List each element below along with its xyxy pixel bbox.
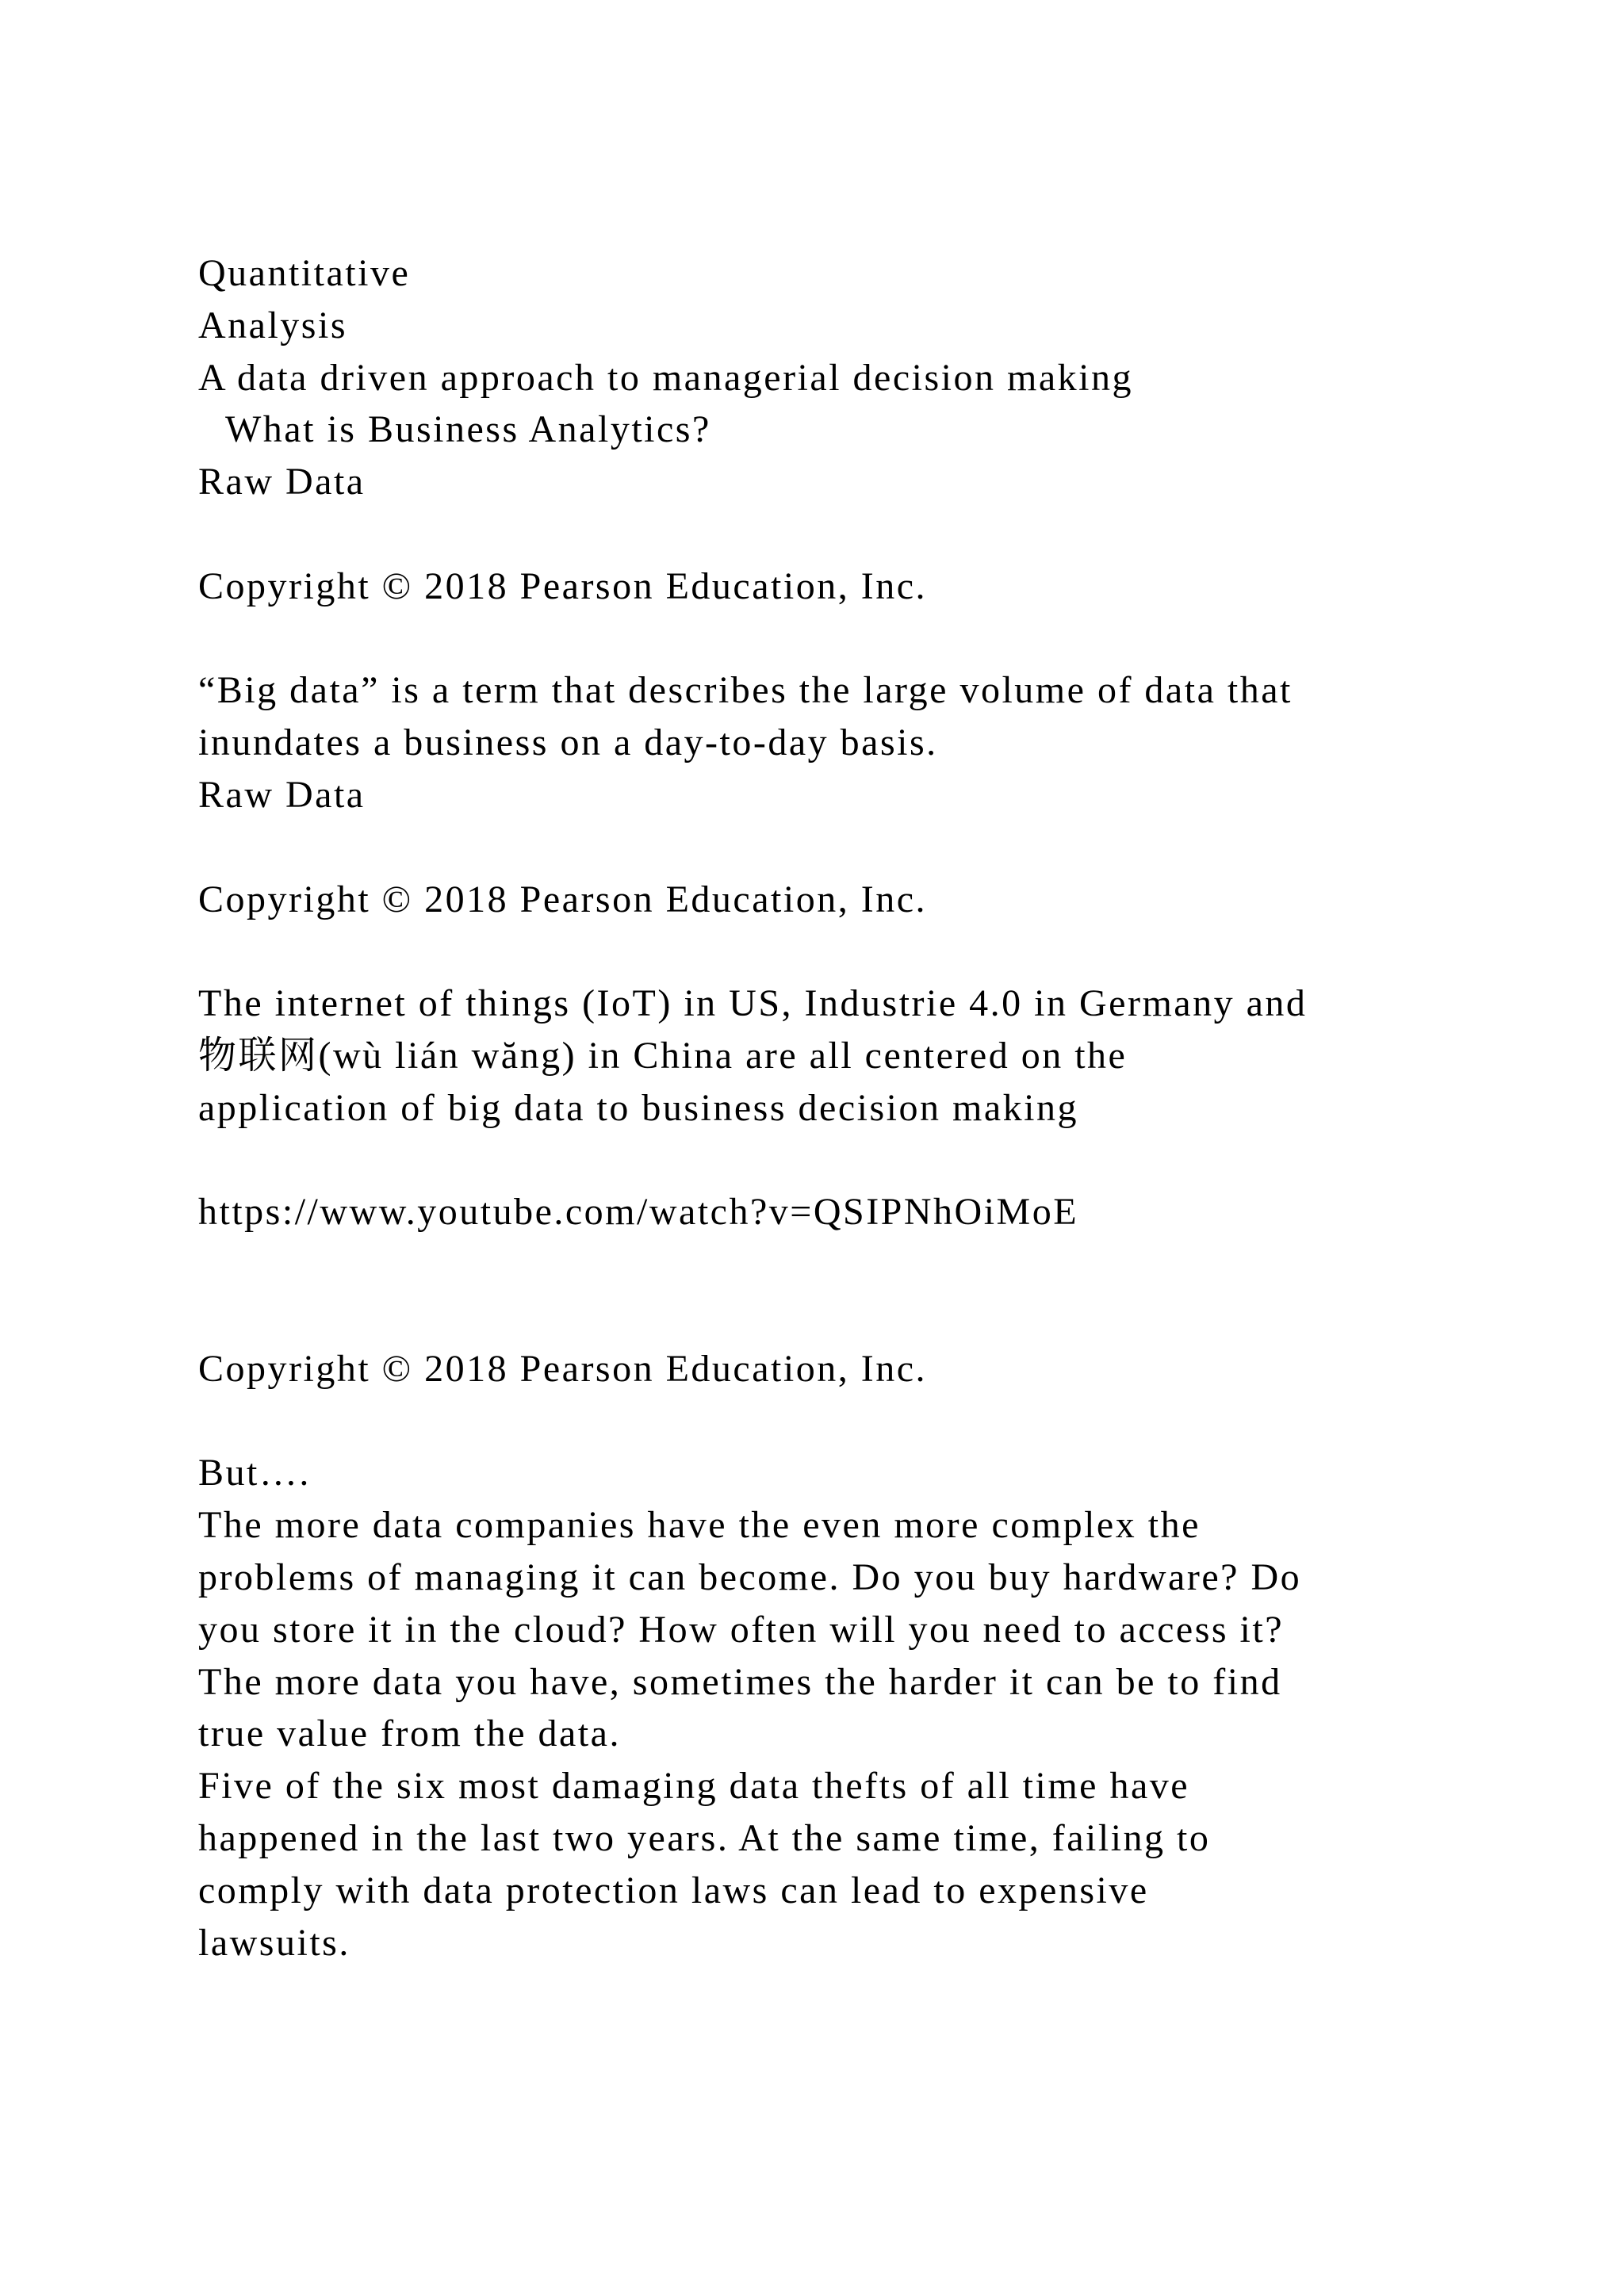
spacer (198, 613, 1546, 665)
spacer (198, 925, 1546, 978)
paragraph-1-line: The more data companies have the even more complex the (198, 1504, 1201, 1547)
paragraph-2-line: happened in the last two years. At the same time, failing to (198, 1816, 1211, 1859)
paragraph-2-line: Five of the six most damaging data thefts of all time have (198, 1765, 1190, 1808)
big-data-line-1: “Big data” is a term that describes the large volume of data that (198, 669, 1293, 712)
section-label-raw-data-2: Raw Data (198, 773, 366, 816)
iot-line-1: The internet of things (IoT) in US, Industrie 4.0 in Germany and (198, 982, 1308, 1025)
copyright-notice-2: Copyright © 2018 Pearson Education, Inc. (198, 878, 927, 920)
video-url-line (198, 1186, 1546, 1238)
video-link[interactable]: https://www.youtube.com/watch?v=QSIPNhOiMoE (198, 1191, 1079, 1234)
paragraph-1-line: The more data you have, sometimes the harder it can be to find (198, 1660, 1282, 1703)
big-data-line-2: inundates a business on a day-to-day basis. (198, 721, 938, 764)
spacer (198, 1238, 1546, 1291)
paragraph-2-line: lawsuits. (198, 1921, 350, 1964)
title-line-1: Quantitative (198, 252, 411, 294)
paragraph-1-line: you store it in the cloud? How often will you need to access it? (198, 1608, 1285, 1651)
document-body (198, 247, 1546, 1969)
iot-line-2-text: (wù lián wăng) in China are all centered on the (318, 1034, 1128, 1077)
spacer (198, 821, 1546, 874)
but-heading: But…. (198, 1452, 311, 1494)
spacer (198, 1395, 1546, 1448)
chinese-term: 物联网 (198, 1032, 319, 1077)
spacer (198, 508, 1546, 561)
heading-business-analytics: What is Business Analytics? (225, 408, 711, 451)
iot-line-3: application of big data to business decision making (198, 1086, 1078, 1129)
paragraph-1-line: problems of managing it can become. Do you buy hardware? Do (198, 1556, 1302, 1598)
iot-line-2 (198, 1030, 1546, 1082)
paragraph-1-line: true value from the data. (198, 1712, 621, 1755)
spacer (198, 1291, 1546, 1343)
paragraph-2-line: comply with data protection laws can lead to expensive (198, 1869, 1149, 1911)
spacer (198, 1135, 1546, 1187)
subtitle: A data driven approach to managerial decision making (198, 356, 1133, 399)
section-label-raw-data-1: Raw Data (198, 461, 366, 503)
copyright-notice-1: Copyright © 2018 Pearson Education, Inc. (198, 564, 927, 607)
copyright-notice-3: Copyright © 2018 Pearson Education, Inc. (198, 1347, 927, 1390)
title-line-2: Analysis (198, 304, 347, 346)
